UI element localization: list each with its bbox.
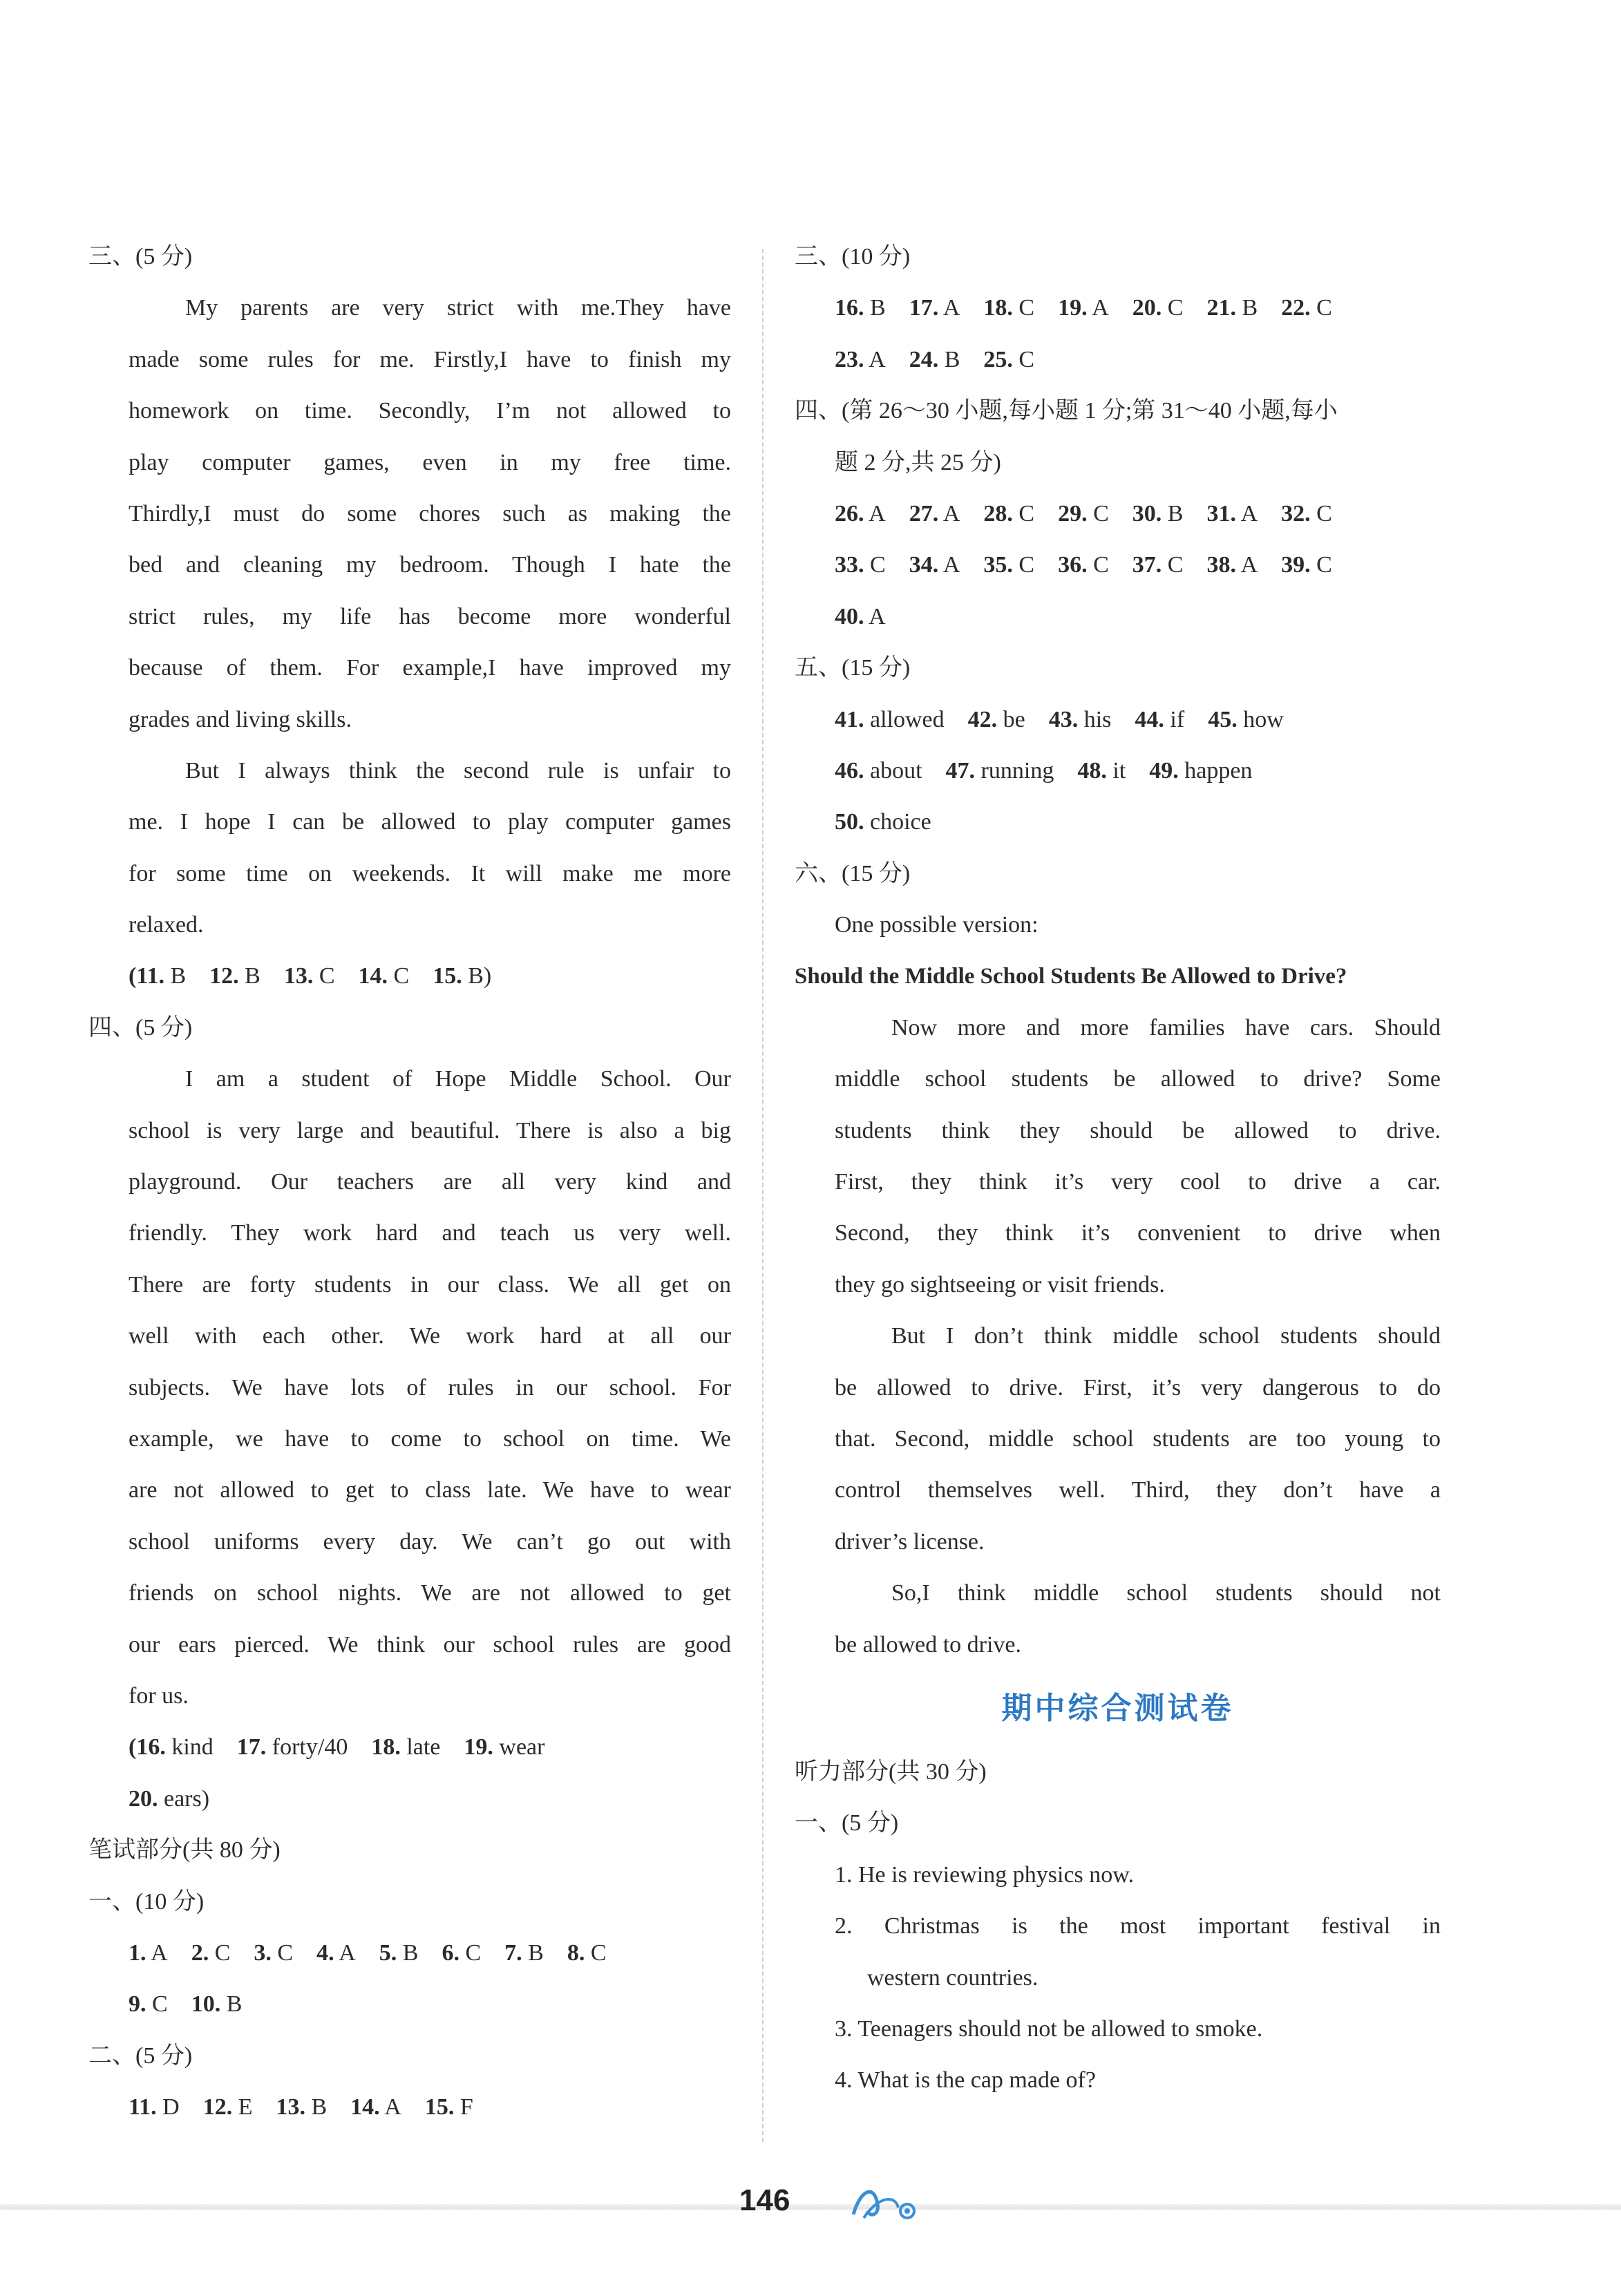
answer-number: 30.	[1132, 500, 1162, 526]
answer-number: 39.	[1281, 552, 1311, 578]
answer-item	[284, 951, 335, 1002]
text-line: relaxed.	[129, 912, 204, 938]
right-column	[795, 231, 1441, 2107]
answer-number: 28.	[983, 500, 1013, 526]
answer-number: 45.	[1208, 706, 1238, 732]
answer-number: 32.	[1281, 500, 1311, 526]
answer-value: B	[1167, 500, 1184, 526]
answer-value: A	[384, 2094, 401, 2121]
answer-item	[983, 540, 1034, 591]
answer-value: A	[869, 346, 886, 372]
answer-item	[909, 334, 960, 386]
text-line: 题 2 分,共 25 分)	[835, 449, 1001, 475]
answer-item	[1135, 694, 1184, 746]
answer-number: 17.	[236, 1734, 267, 1761]
answer-value: C	[393, 963, 410, 989]
answer-value: A	[1240, 552, 1258, 578]
answer-item	[504, 1928, 544, 1979]
answer-item	[129, 1979, 168, 2030]
answer-row	[795, 746, 1441, 797]
answer-value: happen	[1184, 757, 1253, 784]
answer-number: 18.	[371, 1734, 401, 1761]
answer-value: A	[1240, 500, 1258, 526]
answer-value: C	[1167, 295, 1184, 321]
answer-value: A	[339, 1939, 356, 1966]
answer-value: C	[214, 1939, 231, 1966]
answer-item	[835, 591, 886, 643]
answer-number: 31.	[1206, 500, 1236, 526]
answer-item	[835, 283, 886, 334]
answer-item	[909, 283, 960, 334]
answer-number: 46.	[835, 757, 864, 784]
answer-value: C	[1018, 500, 1035, 526]
answer-number: 48.	[1077, 757, 1107, 784]
answer-number: 10.	[191, 1991, 221, 2018]
answer-value: C	[1167, 552, 1184, 578]
text-line: made some rules for me. Firstly,I have to finish my	[129, 346, 731, 372]
answer-item	[1132, 540, 1184, 591]
answer-item	[1281, 488, 1332, 540]
answer-item	[1132, 488, 1184, 540]
answer-item	[983, 488, 1034, 540]
text-line: control themselves well. Third, they don’t have a	[835, 1477, 1441, 1503]
answer-item	[464, 1722, 544, 1773]
footer-band	[0, 2204, 1621, 2210]
answer-value: kind	[171, 1734, 214, 1761]
text-line: school uniforms every day. We can’t go out with	[129, 1528, 731, 1555]
answer-number: 26.	[835, 500, 864, 526]
answer-number: 1.	[129, 1939, 146, 1966]
answer-number: 16.	[835, 295, 864, 321]
answer-item	[254, 1928, 293, 1979]
answer-value: A	[942, 295, 960, 321]
answer-number: 14.	[350, 2094, 380, 2121]
text-line: driver’s license.	[835, 1528, 985, 1555]
text-line: are not allowed to get to class late. We have to wear	[129, 1477, 731, 1503]
section-heading: 五、(15 分)	[795, 655, 911, 681]
answer-row	[795, 797, 1441, 848]
answer-number: 33.	[835, 552, 864, 578]
answer-item	[442, 1928, 481, 1979]
answer-value: his	[1083, 706, 1112, 732]
answer-value: B	[1242, 295, 1258, 321]
answer-number: 19.	[464, 1734, 493, 1761]
answer-number: 6.	[442, 1939, 459, 1966]
answer-item	[1206, 283, 1258, 334]
answer-item	[968, 694, 1025, 746]
section-heading: 三、(10 分)	[795, 244, 911, 269]
text-line: students think they should be allowed to drive.	[835, 1117, 1441, 1144]
answer-value: B	[944, 346, 960, 372]
answer-value: E	[238, 2094, 253, 2121]
text-line: well with each other. We work hard at all our	[129, 1323, 731, 1349]
answer-item	[316, 1928, 356, 1979]
answer-number: 42.	[967, 706, 998, 732]
answer-value: A	[151, 1939, 168, 1966]
answer-number: 4.	[316, 1939, 334, 1966]
answer-value: B)	[468, 963, 492, 989]
text-line: Thirdly,I must do some chores such as making the	[129, 500, 731, 526]
answer-number: 17.	[909, 295, 939, 321]
answer-item	[835, 746, 922, 797]
answer-value: C	[1316, 500, 1332, 526]
section-heading: 四、(第 26～30 小题,每小题 1 分;第 31～40 小题,每小	[795, 398, 1338, 424]
text-line: Second, they think it’s convenient to drive when	[835, 1220, 1441, 1246]
answer-item	[835, 694, 945, 746]
text-line: for us.	[129, 1682, 189, 1709]
answer-item	[425, 2082, 473, 2133]
answer-item	[129, 1722, 214, 1773]
answer-number: 15.	[433, 963, 462, 989]
text-line: bed and cleaning my bedroom. Though I hate the	[129, 552, 731, 578]
answer-value: about	[870, 757, 922, 784]
text-line: homework on time. Secondly, I’m not allowed to	[129, 398, 731, 424]
answer-number: 29.	[1058, 500, 1088, 526]
answer-value: if	[1170, 706, 1185, 732]
answer-number: 27.	[909, 500, 939, 526]
answer-value: be	[1003, 706, 1025, 732]
answer-value: allowed	[870, 706, 945, 732]
text-line: middle school students be allowed to drive? Some	[835, 1066, 1441, 1092]
answer-value: B	[528, 1939, 544, 1966]
answer-item	[1132, 283, 1184, 334]
answer-number: 24.	[909, 346, 939, 372]
text-line: friends on school nights. We are not allowed to get	[129, 1580, 731, 1606]
answer-row	[795, 540, 1441, 591]
answer-number: 22.	[1281, 295, 1311, 321]
answer-number: 47.	[945, 757, 976, 784]
answer-number: 36.	[1058, 552, 1088, 578]
text-line: But I don’t think middle school students should	[891, 1323, 1441, 1349]
answer-row	[88, 1979, 731, 2030]
answer-item	[1281, 540, 1332, 591]
text-line: But I always think the second rule is unfair to	[185, 757, 731, 784]
answer-value: forty/40	[272, 1734, 348, 1761]
text-line: So,I think middle school students should not	[891, 1580, 1441, 1606]
answer-item	[835, 334, 886, 386]
answer-item	[276, 2082, 327, 2133]
answer-number: 5.	[379, 1939, 397, 1966]
section-heading: 六、(15 分)	[795, 860, 911, 886]
answer-value: B	[870, 295, 886, 321]
answer-number: 43.	[1048, 706, 1079, 732]
answer-number: 2.	[191, 1939, 209, 1966]
answer-row	[88, 951, 731, 1002]
answer-number: (16.	[129, 1734, 166, 1761]
text-line: 4. What is the cap made of?	[835, 2067, 1096, 2094]
text-line: friendly. They work hard and teach us very well.	[129, 1220, 731, 1246]
answer-item	[237, 1722, 348, 1773]
answer-value: choice	[870, 809, 931, 835]
answer-number: 15.	[424, 2094, 455, 2121]
answer-value: B	[311, 2094, 328, 2121]
answer-number: 19.	[1058, 295, 1088, 321]
answer-number: 41.	[835, 706, 864, 732]
answer-row	[88, 1722, 731, 1773]
answer-number: 8.	[567, 1939, 585, 1966]
text-line: be allowed to drive.	[835, 1631, 1022, 1658]
answer-value: A	[942, 552, 960, 578]
answer-row	[88, 1928, 731, 1979]
answer-item	[835, 797, 931, 848]
answer-item	[1206, 540, 1258, 591]
text-line: 1. He is reviewing physics now.	[835, 1861, 1135, 1888]
answer-item	[1208, 694, 1284, 746]
answer-number: 20.	[129, 1785, 158, 1812]
answer-value: wear	[499, 1734, 545, 1761]
text-line: our ears pierced. We think our school rules are good	[129, 1631, 731, 1658]
answer-item	[209, 951, 260, 1002]
answer-value: A	[869, 603, 886, 629]
text-line: playground. Our teachers are all very kind and	[129, 1169, 731, 1195]
answer-number: 12.	[202, 2094, 233, 2121]
answer-row	[795, 334, 1441, 386]
section-heading: 一、(5 分)	[795, 1810, 899, 1837]
answer-value: B	[245, 963, 260, 989]
answer-row	[795, 488, 1441, 540]
answer-value: C	[1316, 552, 1332, 578]
text-line: me. I hope I can be allowed to play computer games	[129, 809, 731, 835]
answer-number: 18.	[983, 295, 1013, 321]
answer-item	[567, 1928, 607, 1979]
section-heading: 听力部分(共 30 分)	[795, 1758, 987, 1785]
answer-value: B	[402, 1939, 419, 1966]
answer-number: 11.	[129, 2094, 157, 2121]
answer-value: B	[170, 963, 187, 989]
answer-item	[191, 1928, 231, 1979]
answer-number: (11.	[129, 963, 164, 989]
section-heading: 四、(5 分)	[88, 1014, 193, 1041]
answer-item	[909, 488, 960, 540]
answer-number: 23.	[835, 346, 864, 372]
answer-number: 13.	[276, 2094, 305, 2121]
column-divider	[762, 249, 764, 2142]
text-line: There are forty students in our class. We all get on	[129, 1271, 731, 1298]
text-line: play computer games, even in my free time.	[129, 449, 731, 475]
answer-item	[129, 951, 186, 1002]
answer-item	[191, 1979, 243, 2030]
answer-value: C	[1018, 295, 1035, 321]
answer-item	[1058, 283, 1109, 334]
answer-item	[1049, 694, 1112, 746]
section-heading: 一、(10 分)	[88, 1888, 205, 1915]
answer-item	[1206, 488, 1258, 540]
text-line: for some time on weekends. It will make me more	[129, 860, 731, 886]
answer-row	[88, 2082, 731, 2133]
answer-item	[359, 951, 410, 1002]
answer-item	[1077, 746, 1126, 797]
answer-item	[1058, 540, 1109, 591]
answer-number: 12.	[209, 963, 239, 989]
text-line: strict rules, my life has become more wonderful	[129, 603, 731, 629]
answer-value: C	[277, 1939, 294, 1966]
answer-row	[88, 1774, 731, 1825]
answer-item	[983, 334, 1034, 386]
answer-item	[909, 540, 960, 591]
text-line: 2. Christmas is the most important festival in	[835, 1913, 1441, 1939]
text-line: be allowed to drive. First, it’s very dangerous to do	[835, 1374, 1441, 1401]
answer-number: 37.	[1132, 552, 1162, 578]
answer-value: C	[1093, 552, 1109, 578]
answer-value: how	[1243, 706, 1284, 732]
answer-value: late	[406, 1734, 441, 1761]
answer-item	[433, 951, 491, 1002]
answer-item	[835, 488, 886, 540]
answer-item	[129, 2082, 180, 2133]
answer-item	[203, 2082, 253, 2133]
answer-item	[983, 283, 1034, 334]
answer-item	[1149, 746, 1252, 797]
answer-row	[795, 694, 1441, 746]
section-heading: 三、(5 分)	[88, 244, 193, 269]
answer-value: C	[465, 1939, 482, 1966]
answer-number: 35.	[983, 552, 1013, 578]
answer-item	[129, 1774, 209, 1825]
answer-number: 44.	[1135, 706, 1164, 732]
answer-number: 13.	[283, 963, 314, 989]
answer-value: ears)	[164, 1785, 210, 1812]
answer-value: A	[942, 500, 960, 526]
answer-value: A	[1092, 295, 1109, 321]
text-line: Now more and more families have cars. Should	[891, 1014, 1441, 1041]
answer-number: 34.	[909, 552, 939, 578]
left-column	[88, 231, 731, 2133]
answer-item	[129, 1928, 168, 1979]
test-heading: 期中综合测试卷	[1001, 1691, 1234, 1725]
answer-value: F	[459, 2094, 473, 2121]
answer-item	[835, 540, 886, 591]
answer-row	[795, 591, 1441, 643]
answer-number: 3.	[254, 1939, 272, 1966]
section-heading: 笔试部分(共 80 分)	[88, 1837, 281, 1863]
answer-value: A	[869, 500, 886, 526]
answer-item	[371, 1722, 440, 1773]
answer-value: C	[152, 1991, 168, 2018]
answer-value: C	[1018, 346, 1035, 372]
answer-number: 20.	[1132, 295, 1162, 321]
answer-number: 7.	[504, 1939, 522, 1966]
text-line: that. Second, middle school students are too young to	[835, 1425, 1441, 1452]
essay-title: Should the Middle School Students Be Allowed to Drive?	[795, 964, 1347, 989]
swirl-ornament-icon	[846, 2176, 922, 2231]
answer-item	[379, 1928, 419, 1979]
text-line: school is very large and beautiful. There is also a big	[129, 1117, 731, 1144]
answer-item	[350, 2082, 401, 2133]
answer-item	[946, 746, 1054, 797]
answer-number: 21.	[1206, 295, 1236, 321]
answer-number: 9.	[129, 1991, 146, 2018]
text-line: One possible version:	[835, 912, 1039, 938]
answer-value: it	[1112, 757, 1126, 784]
answer-value: C	[1093, 500, 1109, 526]
answer-number: 14.	[358, 963, 388, 989]
answer-value: C	[1316, 295, 1332, 321]
answer-value: running	[980, 757, 1054, 784]
answer-value: C	[590, 1939, 607, 1966]
answer-number: 25.	[983, 346, 1013, 372]
answer-item	[1281, 283, 1332, 334]
text-line: My parents are very strict with me.They have	[185, 295, 731, 321]
text-line: because of them. For example,I have improved my	[129, 655, 731, 681]
answer-row	[795, 283, 1441, 334]
text-line: subjects. We have lots of rules in our school. For	[129, 1374, 731, 1401]
answer-value: D	[162, 2094, 180, 2121]
answer-number: 50.	[835, 809, 864, 835]
text-line: they go sightseeing or visit friends.	[835, 1271, 1165, 1298]
answer-value: B	[226, 1991, 243, 2018]
text-line: western countries.	[867, 1964, 1039, 1991]
text-line: 3. Teenagers should not be allowed to smoke.	[835, 2015, 1263, 2042]
page-number: 146	[739, 2183, 790, 2217]
text-line: grades and living skills.	[129, 706, 352, 732]
answer-value: C	[1018, 552, 1035, 578]
text-line: I am a student of Hope Middle School. Our	[185, 1066, 731, 1092]
answer-value: C	[319, 963, 335, 989]
answer-item	[1058, 488, 1109, 540]
section-heading: 二、(5 分)	[88, 2042, 193, 2069]
answer-number: 38.	[1206, 552, 1236, 578]
text-line: example, we have to come to school on time. We	[129, 1425, 731, 1452]
answer-number: 49.	[1149, 757, 1179, 784]
text-line: First, they think it’s very cool to drive a car.	[835, 1169, 1441, 1195]
answer-value: C	[870, 552, 886, 578]
answer-number: 40.	[835, 603, 864, 629]
